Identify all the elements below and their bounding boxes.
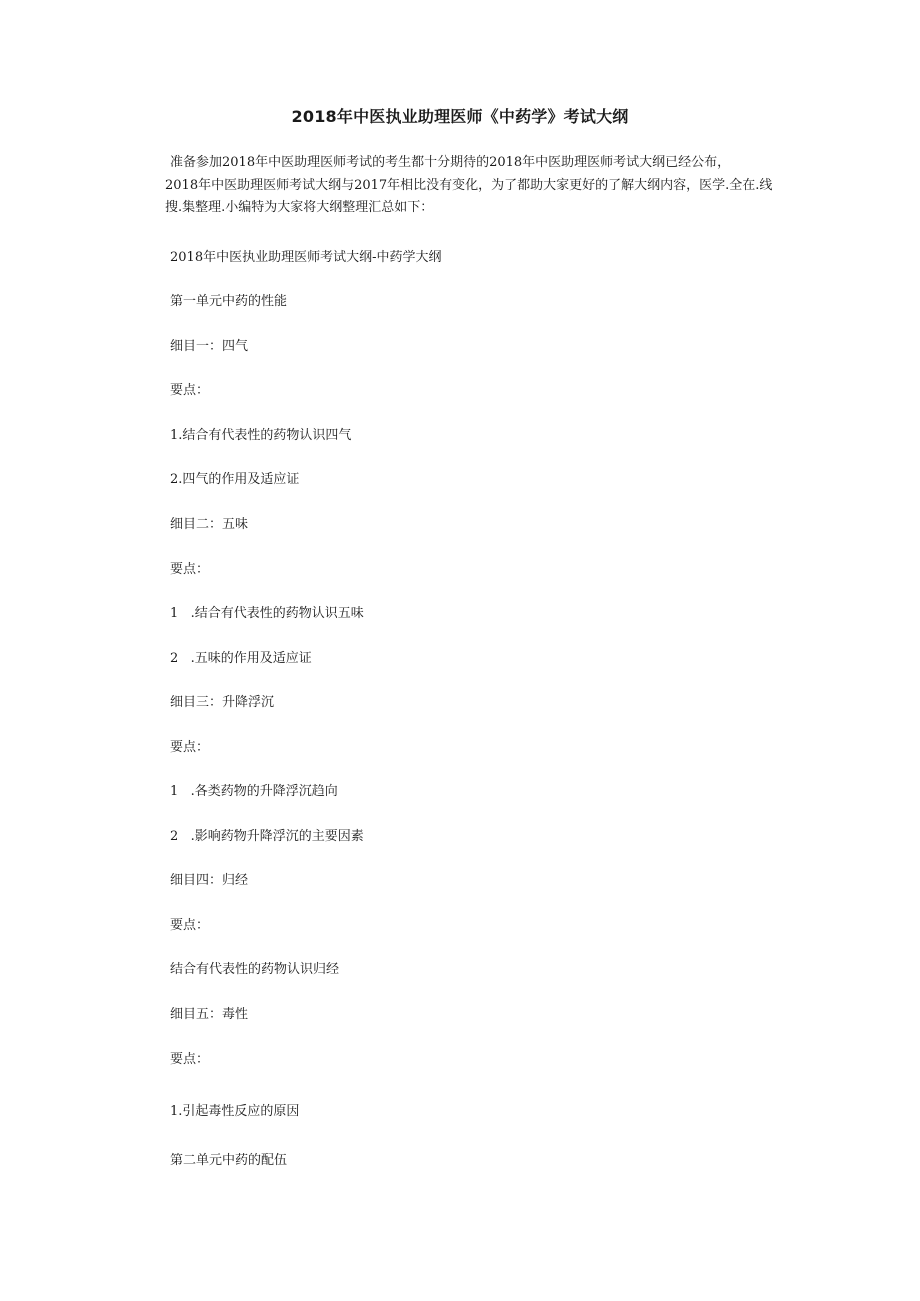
subsection-heading: 细目四：归经 — [170, 873, 249, 888]
document-title: 2018年中医执业助理医师《中药学》考试大纲 — [291, 107, 629, 126]
list-item: 1.引起毒性反应的原因 — [170, 1104, 300, 1119]
intro-paragraph — [165, 152, 788, 220]
unit-heading: 第一单元中药的性能 — [170, 294, 288, 309]
subsection-heading: 细目三：升降浮沉 — [170, 695, 275, 710]
key-points-label: 要点： — [170, 383, 210, 398]
key-points-label: 要点： — [170, 562, 210, 577]
list-item: 结合有代表性的药物认识归经 — [170, 962, 340, 977]
key-points-label: 要点： — [170, 918, 210, 933]
list-item: 1 .结合有代表性的药物认识五味 — [170, 606, 364, 621]
intro-line-3: 搜.集整理.小编特为大家将大纲整理汇总如下： — [165, 200, 434, 215]
key-points-label: 要点： — [170, 740, 210, 755]
key-points-label: 要点： — [170, 1052, 210, 1067]
unit-heading: 第二单元中药的配伍 — [170, 1153, 288, 1168]
list-item: 2 .五味的作用及适应证 — [170, 651, 312, 666]
list-item: 2.四气的作用及适应证 — [170, 472, 300, 487]
intro-line-2: 2018年中医助理医师考试大纲与2017年相比没有变化，为了都助大家更好的了解大纲内容，医学.全在.线 — [165, 177, 773, 193]
outline-heading: 2018年中医执业助理医师考试大纲-中药学大纲 — [170, 250, 442, 265]
subsection-heading: 细目一：四气 — [170, 339, 249, 354]
list-item: 1.结合有代表性的药物认识四气 — [170, 428, 352, 443]
intro-line-1: 准备参加2018年中医助理医师考试的考生都十分期待的2018年中医助理医师考试大纲已经公布， — [170, 155, 731, 170]
list-item: 1 .各类药物的升降浮沉趋向 — [170, 784, 338, 799]
subsection-heading: 细目五：毒性 — [170, 1007, 249, 1022]
list-item: 2 .影响药物升降浮沉的主要因素 — [170, 829, 364, 844]
subsection-heading: 细目二：五味 — [170, 517, 249, 532]
